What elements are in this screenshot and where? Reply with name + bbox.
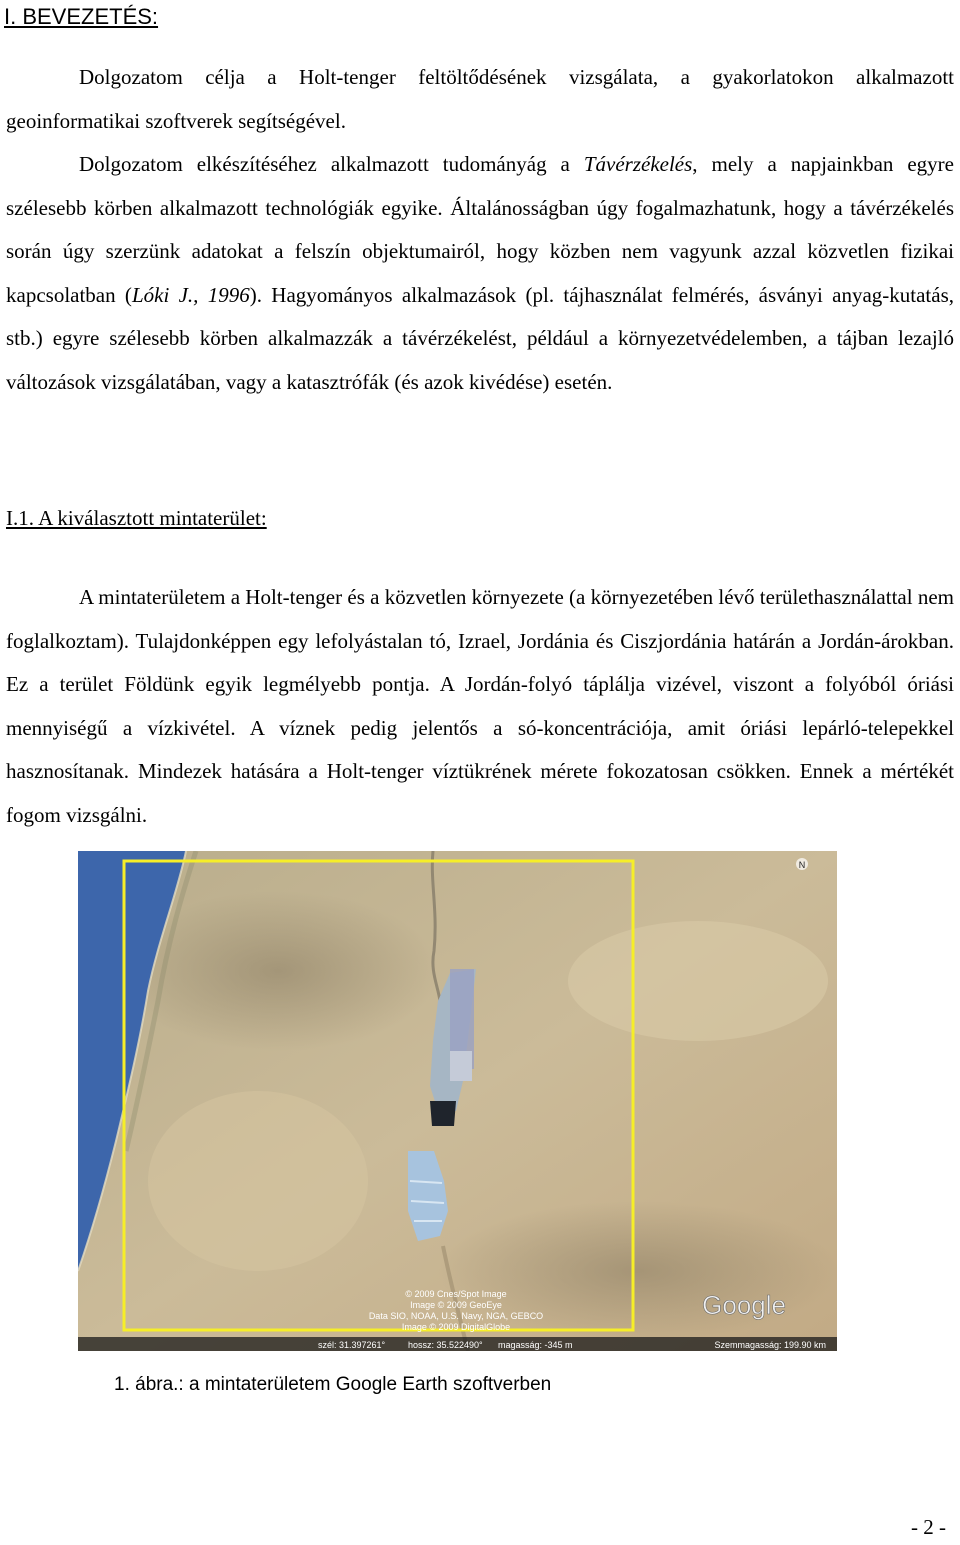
emphasis-term: Távérzékelés [583, 152, 693, 176]
svg-text:Image © 2009 GeoEye: Image © 2009 GeoEye [410, 1300, 502, 1310]
north-indicator [796, 858, 808, 870]
study-area-paragraph: A mintaterületem a Holt-tenger és a közvetlen környezete (a környezetében lévő területhasználattal nem foglalkoztam). Tulajdonképpen egy lefolyástalan tó, Izrael, Jordánia és Ciszjordánia határán a Jordán-árokban. Ez a terület Földünk egyik legmélyebb pontja. A Jordán-folyó táplálja vizével, viszont a folyóból óriási mennyiségű a vízkivétel. A víznek pedig jelentős a só-koncentrációja, amit óriási lepárló-telepekkel hasznosítanak. Mindezek hatására a Holt-tenger víztükrének mérete fokozatosan csökken. Ennek a mértékét fogom vizsgálni. [6, 585, 954, 827]
google-logo: Google [702, 1290, 786, 1320]
paragraph-text: Dolgozatom elkészítéséhez alkalmazott tudományág a [79, 152, 584, 176]
figure-caption: 1. ábra.: a mintaterületem Google Earth szoftverben [114, 1374, 552, 1395]
latitude-readout: szél: 31.397261° [318, 1340, 386, 1350]
citation: Lóki J., 1996 [131, 282, 250, 307]
svg-text:Image © 2009 DigitalGlobe: Image © 2009 DigitalGlobe [401, 1322, 511, 1332]
satellite-map [78, 851, 837, 1351]
eye-altitude-readout: Szemmagasság: 199.90 km [714, 1340, 826, 1350]
svg-text:N: N [798, 860, 806, 870]
svg-text:© 2009 Cnes/Spot Image: © 2009 Cnes/Spot Image [405, 1289, 507, 1299]
satellite-image-figure [78, 851, 837, 1351]
paragraph-text: , mely a napjainkban egyre szélesebb körben alkalmazott technológiák egyike. Általánosságban úgy fogalmazhatunk, hogy a távérzékelés során úgy szerzünk adatokat a felszín objektumairól, hogy közben nem vagyunk azzal közvetlen fizikai kapcsolatban ( [6, 152, 954, 307]
paragraph-text: ). Hagyományos alkalmazások (pl. tájhasználat felmérés, ásványi anyag-kutatás, stb.) egyre szélesebb körben alkalmazzák a távérzékelést, például a környezetvédelemben, a tájban lezajló változások vizsgálatában, vagy a katasztrófák (és azok kivédése) esetén. [6, 282, 954, 394]
section-heading: I. BEVEZETÉS: [4, 4, 159, 29]
status-bar [78, 1337, 837, 1351]
subsection-heading: I.1. A kiválasztott mintaterület: [6, 506, 267, 530]
intro-paragraph: Dolgozatom célja a Holt-tenger feltöltődésének vizsgálata, a gyakorlatokon alkalmazott geoinformatikai szoftverek segítségével. [6, 65, 954, 133]
remote-sensing-paragraph [6, 143, 954, 404]
elevation-readout: magasság: -345 m [498, 1340, 573, 1350]
page-number: - 2 - [911, 1515, 946, 1539]
longitude-readout: hossz: 35.522490° [408, 1340, 483, 1350]
svg-text:Data SIO, NOAA, U.S. Navy, NGA: Data SIO, NOAA, U.S. Navy, NGA, GEBCO [368, 1311, 544, 1321]
